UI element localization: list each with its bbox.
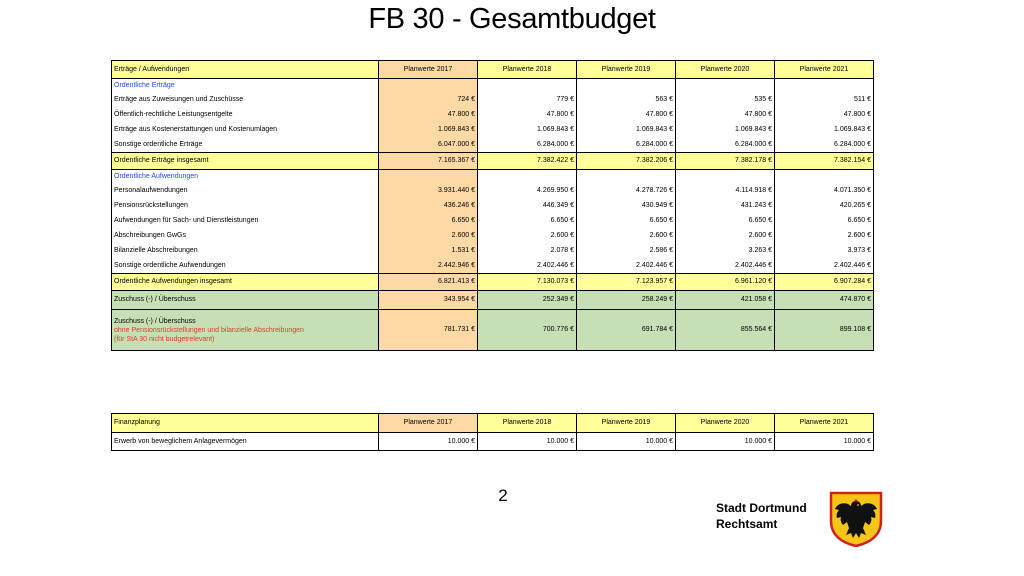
section-row bbox=[112, 79, 874, 93]
label-main: Zuschuss (-) / Überschuss bbox=[114, 317, 196, 325]
row-label: Personalaufwendungen bbox=[112, 184, 379, 199]
row-value: 258.249 € bbox=[577, 291, 676, 310]
empty-cell bbox=[676, 79, 775, 93]
header-label: Erträge / Aufwendungen bbox=[112, 61, 379, 79]
aufwendungen-row bbox=[112, 244, 874, 259]
section-label: Ordentliche Erträge bbox=[112, 79, 379, 93]
row-value: 511 € bbox=[775, 93, 874, 108]
empty-cell bbox=[577, 79, 676, 93]
row-value: 6.284.000 € bbox=[478, 138, 577, 153]
row-value: 2.442.946 € bbox=[379, 259, 478, 274]
row-value: 6.650 € bbox=[577, 214, 676, 229]
row-value: 430.949 € bbox=[577, 199, 676, 214]
aufwendungen-row bbox=[112, 199, 874, 214]
row-value: 431.243 € bbox=[676, 199, 775, 214]
row-value: 2.078 € bbox=[478, 244, 577, 259]
row-value: 3.263 € bbox=[676, 244, 775, 259]
row-label: Abschreibungen GwGs bbox=[112, 229, 379, 244]
row-label: Erwerb von beweglichem Anlagevermögen bbox=[112, 433, 379, 451]
row-value: 47.800 € bbox=[379, 108, 478, 123]
empty-cell bbox=[676, 170, 775, 184]
ertraege-row bbox=[112, 123, 874, 138]
header-col: Planwerte 2019 bbox=[577, 414, 676, 433]
header-row bbox=[112, 61, 874, 79]
row-value: 691.784 € bbox=[577, 310, 676, 351]
header-col: Planwerte 2021 bbox=[775, 61, 874, 79]
empty-cell bbox=[577, 170, 676, 184]
row-value: 4.114.918 € bbox=[676, 184, 775, 199]
row-value: 2.600 € bbox=[775, 229, 874, 244]
header-col: Planwerte 2018 bbox=[478, 414, 577, 433]
row-label: Pensionsrückstellungen bbox=[112, 199, 379, 214]
row-value: 6.961.120 € bbox=[676, 274, 775, 291]
header-col: Planwerte 2019 bbox=[577, 61, 676, 79]
ertraege-row bbox=[112, 108, 874, 123]
page-number: 2 bbox=[498, 486, 508, 505]
aufwendungen-row bbox=[112, 214, 874, 229]
row-value: 6.284.000 € bbox=[676, 138, 775, 153]
empty-cell bbox=[478, 170, 577, 184]
row-value: 1.069.843 € bbox=[478, 123, 577, 138]
row-value: 6.650 € bbox=[478, 214, 577, 229]
row-value: 10.000 € bbox=[676, 433, 775, 451]
row-value: 420.265 € bbox=[775, 199, 874, 214]
aufwendungen-row bbox=[112, 184, 874, 199]
org-line-2: Rechtsamt bbox=[716, 517, 778, 531]
header-label: Finanzplanung bbox=[112, 414, 379, 433]
row-value: 6.047.000 € bbox=[379, 138, 478, 153]
label-note: (für StA 30 nicht budgetrelevant) bbox=[114, 335, 215, 343]
row-value: 1.069.843 € bbox=[676, 123, 775, 138]
row-value: 1.069.843 € bbox=[379, 123, 478, 138]
row-value: 6.650 € bbox=[379, 214, 478, 229]
row-value: 47.800 € bbox=[676, 108, 775, 123]
row-label: Ordentliche Aufwendungen insgesamt bbox=[112, 274, 379, 291]
row-value: 3.973 € bbox=[775, 244, 874, 259]
header-col: Planwerte 2018 bbox=[478, 61, 577, 79]
row-value: 724 € bbox=[379, 93, 478, 108]
org-line-1: Stadt Dortmund bbox=[716, 501, 807, 515]
row-label: Sonstige ordentliche Aufwendungen bbox=[112, 259, 379, 274]
row-value: 6.284.000 € bbox=[775, 138, 874, 153]
row-value: 2.402.446 € bbox=[775, 259, 874, 274]
row-value: 535 € bbox=[676, 93, 775, 108]
row-value: 6.650 € bbox=[676, 214, 775, 229]
row-value: 7.165.367 € bbox=[379, 153, 478, 170]
row-value: 10.000 € bbox=[577, 433, 676, 451]
label-note: ohne Pensionsrückstellungen und bilanzielle Abschreibungen bbox=[114, 326, 304, 334]
empty-cell bbox=[775, 170, 874, 184]
row-value: 2.402.446 € bbox=[478, 259, 577, 274]
row-value: 899.108 € bbox=[775, 310, 874, 351]
row-value: 1.069.843 € bbox=[577, 123, 676, 138]
ertraege-row bbox=[112, 138, 874, 153]
row-value: 421.058 € bbox=[676, 291, 775, 310]
ertraege-total-row bbox=[112, 153, 874, 170]
empty-cell bbox=[379, 170, 478, 184]
row-value: 7.123.957 € bbox=[577, 274, 676, 291]
row-label: Ordentliche Erträge insgesamt bbox=[112, 153, 379, 170]
row-label: Aufwendungen für Sach- und Dienstleistungen bbox=[112, 214, 379, 229]
row-value: 10.000 € bbox=[775, 433, 874, 451]
row-value: 1.531 € bbox=[379, 244, 478, 259]
row-value: 1.069.843 € bbox=[775, 123, 874, 138]
empty-cell bbox=[775, 79, 874, 93]
section-label: Ordentliche Aufwendungen bbox=[112, 170, 379, 184]
row-value: 563 € bbox=[577, 93, 676, 108]
row-value: 855.564 € bbox=[676, 310, 775, 351]
row-value: 700.776 € bbox=[478, 310, 577, 351]
budget-table bbox=[111, 60, 874, 351]
row-value: 4.071.350 € bbox=[775, 184, 874, 199]
header-col: Planwerte 2020 bbox=[676, 61, 775, 79]
row-value: 6.284.000 € bbox=[577, 138, 676, 153]
row-value: 7.130.073 € bbox=[478, 274, 577, 291]
empty-cell bbox=[379, 79, 478, 93]
row-value: 2.402.446 € bbox=[676, 259, 775, 274]
eagle-crest-icon bbox=[829, 491, 883, 547]
row-value: 6.650 € bbox=[775, 214, 874, 229]
row-value: 2.600 € bbox=[676, 229, 775, 244]
row-value: 4.278.726 € bbox=[577, 184, 676, 199]
ertraege-row bbox=[112, 93, 874, 108]
row-value: 6.821.413 € bbox=[379, 274, 478, 291]
row-value: 2.402.446 € bbox=[577, 259, 676, 274]
row-value: 10.000 € bbox=[478, 433, 577, 451]
row-value: 343.954 € bbox=[379, 291, 478, 310]
row-value: 252.349 € bbox=[478, 291, 577, 310]
row-value: 2.600 € bbox=[577, 229, 676, 244]
zuschuss-bereinigt-row bbox=[112, 310, 874, 351]
header-row bbox=[112, 414, 874, 433]
row-label: Zuschuss (-) / Überschuss bbox=[112, 291, 379, 310]
aufwendungen-total-row bbox=[112, 274, 874, 291]
row-value: 47.800 € bbox=[775, 108, 874, 123]
header-col: Planwerte 2021 bbox=[775, 414, 874, 433]
organization-name bbox=[716, 500, 807, 532]
zuschuss-bereinigt-label bbox=[112, 310, 379, 351]
row-value: 2.600 € bbox=[478, 229, 577, 244]
row-value: 781.731 € bbox=[379, 310, 478, 351]
row-value: 779 € bbox=[478, 93, 577, 108]
page-title: FB 30 - Gesamtbudget bbox=[368, 3, 656, 35]
row-value: 10.000 € bbox=[379, 433, 478, 451]
header-col: Planwerte 2017 bbox=[379, 61, 478, 79]
header-col: Planwerte 2017 bbox=[379, 414, 478, 433]
finanz-row bbox=[112, 433, 874, 451]
row-label: Erträge aus Kostenerstattungen und Kostenumlagen bbox=[112, 123, 379, 138]
row-label: Bilanzielle Abschreibungen bbox=[112, 244, 379, 259]
row-label: Erträge aus Zuweisungen und Zuschüsse bbox=[112, 93, 379, 108]
row-value: 436.246 € bbox=[379, 199, 478, 214]
row-value: 6.907.284 € bbox=[775, 274, 874, 291]
finanzplanung-table bbox=[111, 413, 874, 451]
row-value: 7.382.422 € bbox=[478, 153, 577, 170]
row-label: Öffentlich-rechtliche Leistungsentgelte bbox=[112, 108, 379, 123]
row-value: 47.800 € bbox=[478, 108, 577, 123]
aufwendungen-row bbox=[112, 259, 874, 274]
row-value: 7.382.154 € bbox=[775, 153, 874, 170]
row-value: 47.800 € bbox=[577, 108, 676, 123]
row-value: 3.931.440 € bbox=[379, 184, 478, 199]
empty-cell bbox=[478, 79, 577, 93]
aufwendungen-row bbox=[112, 229, 874, 244]
row-value: 2.586 € bbox=[577, 244, 676, 259]
zuschuss-row bbox=[112, 291, 874, 310]
section-row bbox=[112, 170, 874, 184]
row-value: 7.382.178 € bbox=[676, 153, 775, 170]
row-value: 7.382.206 € bbox=[577, 153, 676, 170]
row-value: 474.870 € bbox=[775, 291, 874, 310]
row-label: Sonstige ordentliche Erträge bbox=[112, 138, 379, 153]
header-col: Planwerte 2020 bbox=[676, 414, 775, 433]
row-value: 4.269.950 € bbox=[478, 184, 577, 199]
row-value: 446.349 € bbox=[478, 199, 577, 214]
row-value: 2.600 € bbox=[379, 229, 478, 244]
